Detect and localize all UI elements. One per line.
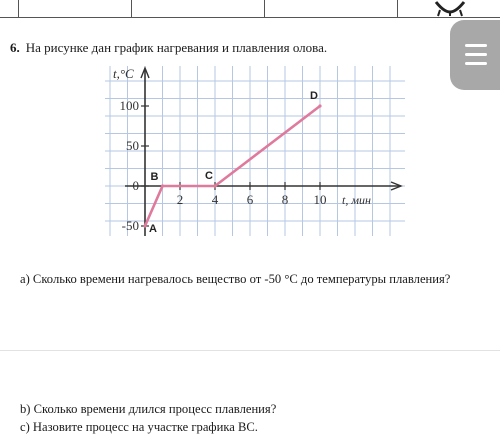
data-point [143,224,146,227]
x-tick-label: 8 [281,192,289,207]
hamburger-menu-icon [465,44,487,47]
table-cell-border [397,0,398,18]
table-cell-border [18,0,19,18]
hamburger-menu-icon [465,53,487,56]
heating-melting-chart [95,58,415,240]
question-c: c) Назовите процесс на участке графика ВС. [20,420,258,434]
y-tick-label: 100 [119,98,139,113]
menu-button[interactable] [450,20,500,90]
question-title [10,40,327,56]
question-number: 6. [10,40,20,55]
point-label-b: B [150,171,159,183]
x-axis-label: t, мин [342,193,371,207]
table-bottom-border [0,17,500,18]
hamburger-menu-icon [465,62,487,65]
data-point [161,184,164,187]
question-b: b) Сколько времени длился процесс плавления? [20,402,277,416]
chart-grid [105,66,405,236]
x-tick-label: 4 [211,192,219,207]
x-tick-label: 6 [246,192,254,207]
section-divider [0,350,500,351]
point-label-d: D [310,90,318,102]
y-tick-label: 50 [126,138,139,153]
question-text: На рисунке дан график нагревания и плавления олова. [25,40,328,55]
chart-point-labels [149,90,318,235]
y-tick-label: -50 [121,218,139,233]
question-a: а) Сколько времени нагревалось вещество от -50 °С до температуры плавления? [20,272,451,286]
y-axis-label: t,°C [113,66,134,81]
cropped-figure-icon [430,0,470,18]
data-point [213,184,216,187]
data-point [318,104,321,107]
point-label-c: C [205,170,213,182]
x-tick-label: 2 [176,192,184,207]
table-cell-border [264,0,265,18]
x-tick-label: 10 [313,192,327,207]
chart-axes [125,68,401,236]
table-cell-border [131,0,132,18]
point-label-a: A [149,223,157,235]
y-tick-label: 0 [132,178,139,193]
top-table-fragment [0,0,500,18]
